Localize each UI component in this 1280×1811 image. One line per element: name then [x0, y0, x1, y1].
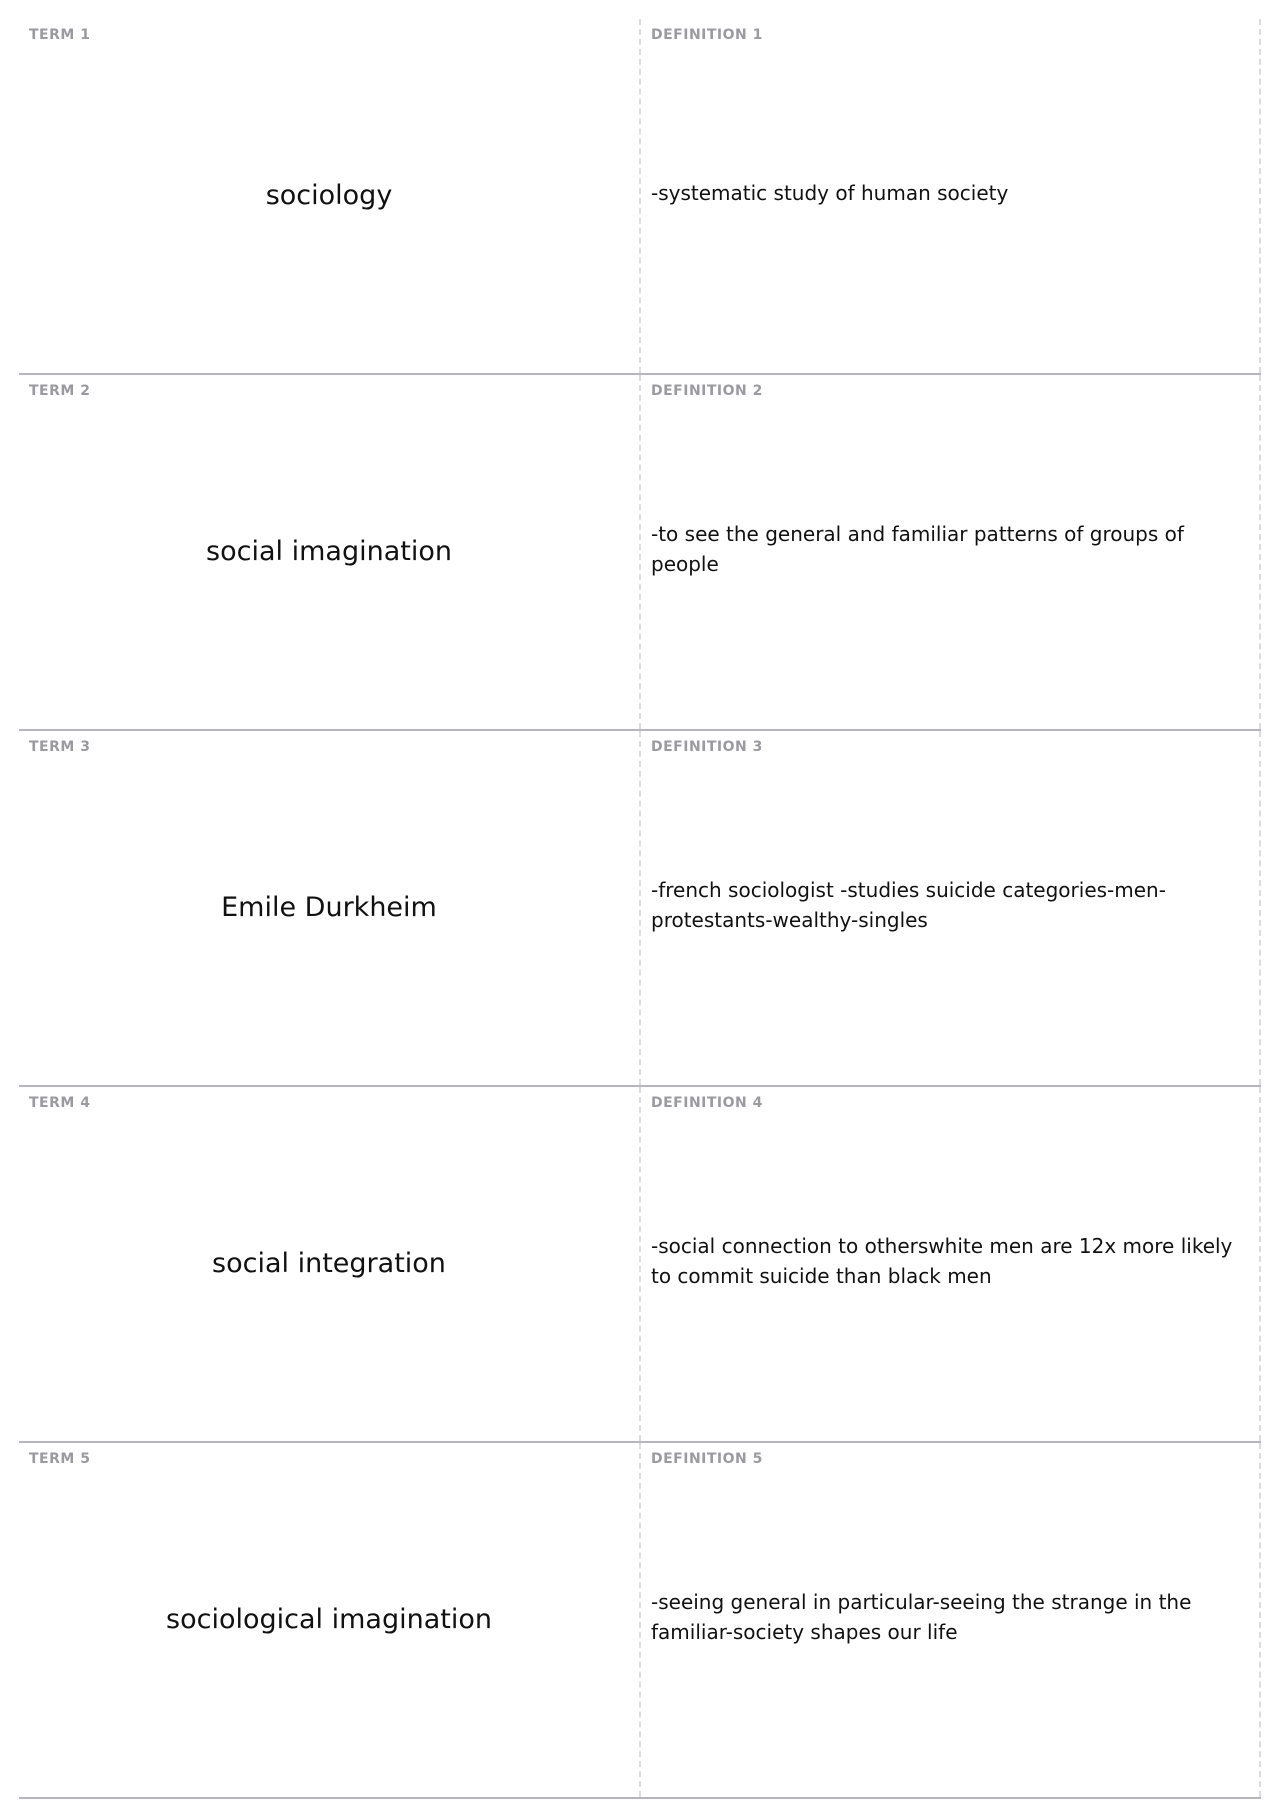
definition-text: -seeing general in particular-seeing the strange in the familiar-society shapes our life [651, 1590, 1192, 1644]
flashcard-sheet [19, 19, 1261, 1799]
flashcard-row-5 [19, 1443, 1261, 1799]
definition-label: DEFINITION 4 [651, 1095, 763, 1111]
term-cell [19, 731, 641, 1085]
definition-cell [641, 1443, 1261, 1797]
flashcard-row-1 [19, 19, 1261, 375]
definition-cell [641, 731, 1261, 1085]
term-label: TERM 2 [29, 383, 91, 399]
definition-label: DEFINITION 2 [651, 383, 763, 399]
definition-label: DEFINITION 1 [651, 27, 763, 43]
term-text: sociology [265, 180, 393, 212]
definition-text: -social connection to otherswhite men are 12x more likely to commit suicide than black men [651, 1234, 1233, 1288]
flashcard-row-2 [19, 375, 1261, 731]
flashcard-row-3 [19, 731, 1261, 1087]
definition-cell [641, 1087, 1261, 1441]
definition-text: -french sociologist -studies suicide categories-men-protestants-wealthy-singles [651, 878, 1166, 932]
definition-label: DEFINITION 3 [651, 739, 763, 755]
term-label: TERM 3 [29, 739, 91, 755]
term-cell [19, 375, 641, 729]
definition-cell [641, 375, 1261, 729]
term-text: Emile Durkheim [221, 892, 437, 924]
term-text: sociological imagination [166, 1604, 492, 1636]
term-text: social integration [212, 1248, 446, 1280]
term-label: TERM 5 [29, 1451, 91, 1467]
definition-label: DEFINITION 5 [651, 1451, 763, 1467]
term-cell [19, 1087, 641, 1441]
flashcard-row-4 [19, 1087, 1261, 1443]
definition-text: -to see the general and familiar patterns of groups of people [651, 522, 1184, 576]
term-cell [19, 1443, 641, 1797]
term-label: TERM 1 [29, 27, 91, 43]
term-cell [19, 19, 641, 373]
term-text: social imagination [206, 536, 452, 568]
definition-cell [641, 19, 1261, 373]
term-label: TERM 4 [29, 1095, 91, 1111]
definition-text: -systematic study of human society [651, 181, 1009, 205]
